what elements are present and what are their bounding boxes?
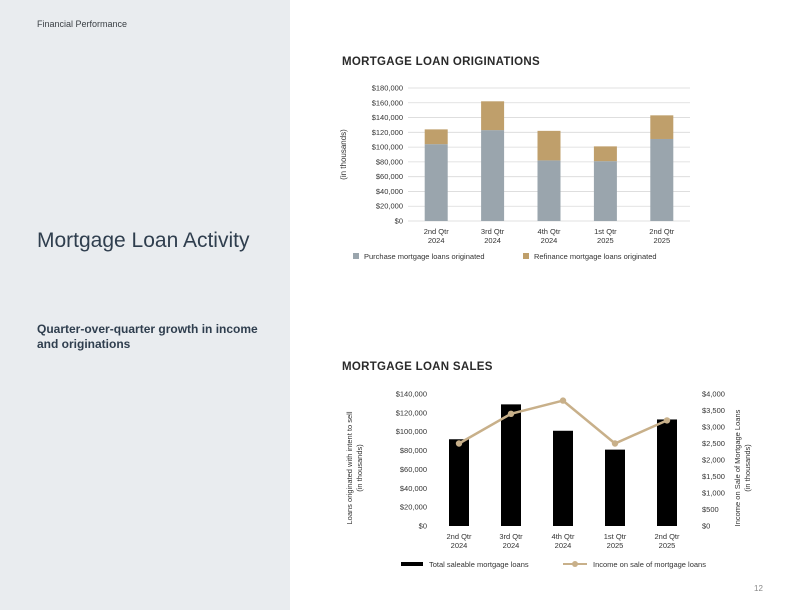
refinance-bar: [481, 101, 504, 130]
sales-y2-tick-label: $0: [702, 521, 711, 531]
sales-y2-tick-label: $3,000: [702, 422, 725, 432]
income-legend-label: Income on sale of mortgage loans: [593, 560, 706, 569]
income-point: [612, 440, 618, 446]
sales-x-tick-label: 2nd Qtr: [446, 532, 472, 541]
originations-x-tick-label: 4th Qtr: [537, 227, 561, 236]
page-number: 12: [754, 584, 763, 593]
originations-y-tick-label: $60,000: [375, 172, 403, 182]
page-title: Mortgage Loan Activity: [37, 229, 250, 252]
sales-y2-tick-label: $2,500: [702, 439, 725, 448]
sales-y2-axis-label: Income on Sale of Mortgage Loans(in thousands): [733, 409, 752, 527]
sales-y2-tick-label: $1,500: [702, 472, 725, 481]
originations-x-tick-label: 2nd Qtr: [649, 227, 675, 236]
originations-y-tick-label: $20,000: [375, 201, 403, 211]
sales-y2-tick-label: $1,000: [702, 488, 725, 498]
originations-x-tick-label: 2nd Qtr: [423, 227, 449, 236]
sales-x-tick-label: 2024: [450, 541, 468, 550]
originations-x-tick-label: 2025: [597, 236, 614, 245]
sales-bar-legend-swatch: [401, 562, 423, 566]
sales-y-tick-label: $20,000: [399, 502, 427, 512]
sales-bar-legend-label: Total saleable mortgage loans: [429, 560, 529, 569]
income-legend-marker: [572, 561, 578, 567]
purchase-bar: [538, 160, 561, 221]
sales-x-tick-label: 2025: [606, 541, 624, 550]
sales-bar: [501, 404, 521, 526]
sales-y-tick-label: $60,000: [399, 464, 427, 474]
originations-y-tick-label: $160,000: [371, 98, 403, 108]
sales-y2-tick-label: $500: [702, 505, 719, 514]
sales-x-tick-label: 2024: [502, 541, 520, 550]
purchase-bar: [425, 144, 448, 221]
originations-x-tick-label: 2024: [540, 236, 558, 245]
purchase-bar: [481, 130, 504, 221]
sales-bar: [657, 419, 677, 526]
purchase-legend-label: Purchase mortgage loans originated: [364, 252, 485, 261]
sales-y-tick-label: $0: [418, 521, 427, 531]
refinance-bar: [594, 146, 617, 161]
originations-y-axis-label: (in thousands): [339, 129, 348, 180]
page-subtitle: Quarter-over-quarter growth in income and originations: [37, 322, 258, 351]
sales-x-tick-label: 4th Qtr: [551, 532, 575, 541]
sales-y-tick-label: $80,000: [399, 446, 427, 456]
refinance-legend-label: Refinance mortgage loans originated: [534, 252, 657, 261]
section-label: Financial Performance: [37, 19, 128, 29]
purchase-bar: [594, 161, 617, 221]
income-point: [508, 411, 514, 417]
sales-y-tick-label: $100,000: [395, 427, 427, 437]
sales-bar: [449, 439, 469, 526]
originations-y-tick-label: $100,000: [371, 142, 403, 152]
sales-x-tick-label: 2025: [658, 541, 676, 550]
originations-y-tick-label: $180,000: [371, 83, 403, 93]
originations-y-tick-label: $80,000: [375, 157, 403, 167]
originations-y-tick-label: $140,000: [371, 113, 403, 123]
sales-x-tick-label: 1st Qtr: [603, 532, 627, 541]
income-point: [560, 397, 566, 403]
sales-chart-title: MORTGAGE LOAN SALES: [342, 361, 493, 373]
refinance-legend-swatch: [523, 253, 529, 259]
refinance-bar: [538, 131, 561, 161]
originations-x-tick-label: 3rd Qtr: [480, 227, 505, 236]
income-point: [664, 417, 670, 423]
originations-y-tick-label: $0: [394, 216, 403, 226]
sales-x-tick-label: 3rd Qtr: [499, 532, 523, 541]
originations-x-tick-label: 1st Qtr: [594, 227, 617, 236]
sales-bar: [553, 431, 573, 526]
originations-x-tick-label: 2024: [484, 236, 501, 245]
originations-y-tick-label: $120,000: [371, 127, 403, 137]
originations-x-tick-label: 2024: [427, 236, 445, 245]
sales-x-tick-label: 2024: [554, 541, 572, 550]
sales-y-axis-label: Loans originated with intent to sell(in thousands): [345, 411, 364, 525]
refinance-bar: [650, 115, 673, 139]
sales-bar: [605, 450, 625, 526]
sales-y2-tick-label: $4,000: [702, 389, 725, 399]
refinance-bar: [425, 129, 448, 144]
sales-y2-tick-label: $2,000: [702, 455, 725, 465]
purchase-legend-swatch: [353, 253, 359, 259]
originations-y-tick-label: $40,000: [375, 186, 403, 196]
originations-chart-title: MORTGAGE LOAN ORIGINATIONS: [342, 56, 540, 68]
originations-x-tick-label: 2025: [653, 236, 671, 245]
sales-y-tick-label: $40,000: [399, 483, 427, 493]
sales-y-tick-label: $120,000: [395, 408, 427, 418]
sales-x-tick-label: 2nd Qtr: [654, 532, 680, 541]
sales-y-tick-label: $140,000: [395, 389, 427, 399]
income-point: [456, 440, 462, 446]
sales-y2-tick-label: $3,500: [702, 406, 725, 415]
purchase-bar: [650, 139, 673, 221]
